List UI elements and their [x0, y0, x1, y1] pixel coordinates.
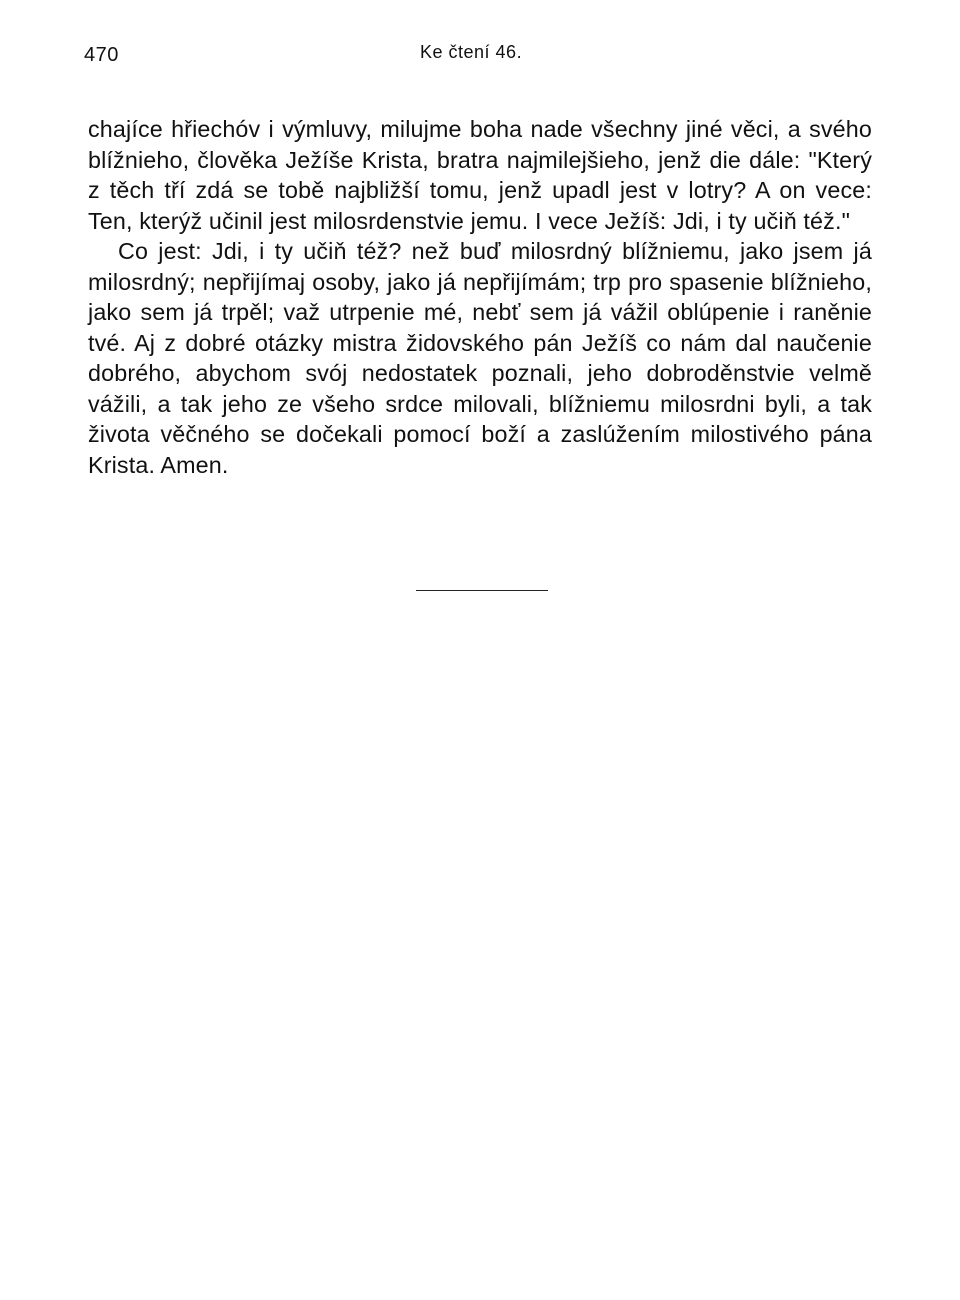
- running-header: [84, 40, 872, 72]
- running-title: Ke čtení 46.: [420, 42, 523, 62]
- end-rule-divider: [416, 590, 548, 591]
- page-number: 470: [84, 44, 119, 66]
- body-text: [88, 114, 872, 480]
- book-page: [84, 40, 872, 480]
- paragraph: Co jest: Jdi, i ty učiň též? než buď milosrdný blížniemu, jako jsem já milosrdný; nepřijímaj osoby, jako já nepřijímám; trp pro spasenie blížnieho, jako sem já trpěl; važ utrpenie mé, nebť sem já vážil oblúpenie i raněnie tvé. Aj z dobré otázky mistra židovského pán Ježíš co nám dal naučenie dobrého, abychom svój nedostatek poznali, jeho dobroděnstvie velmě vážili, a tak jeho ze všeho srdce milovali, blížniemu milosrdni byli, a tak života věčného se dočekali pomocí boží a zaslúžením milostivého pána Krista. Amen.: [88, 238, 872, 478]
- paragraph: chajíce hřiechóv i výmluvy, milujme boha nade všechny jiné věci, a svého blížnieho, člověka Ježíše Krista, bratra najmilejšieho, jenž die dále: "Který z těch tří zdá se tobě najbližší tomu, jenž upadl jest v lotry? A on vece: Ten, kterýž učinil jest milosrdenstvie jemu. I vece Ježíš: Jdi, i ty učiň též.": [88, 116, 872, 234]
